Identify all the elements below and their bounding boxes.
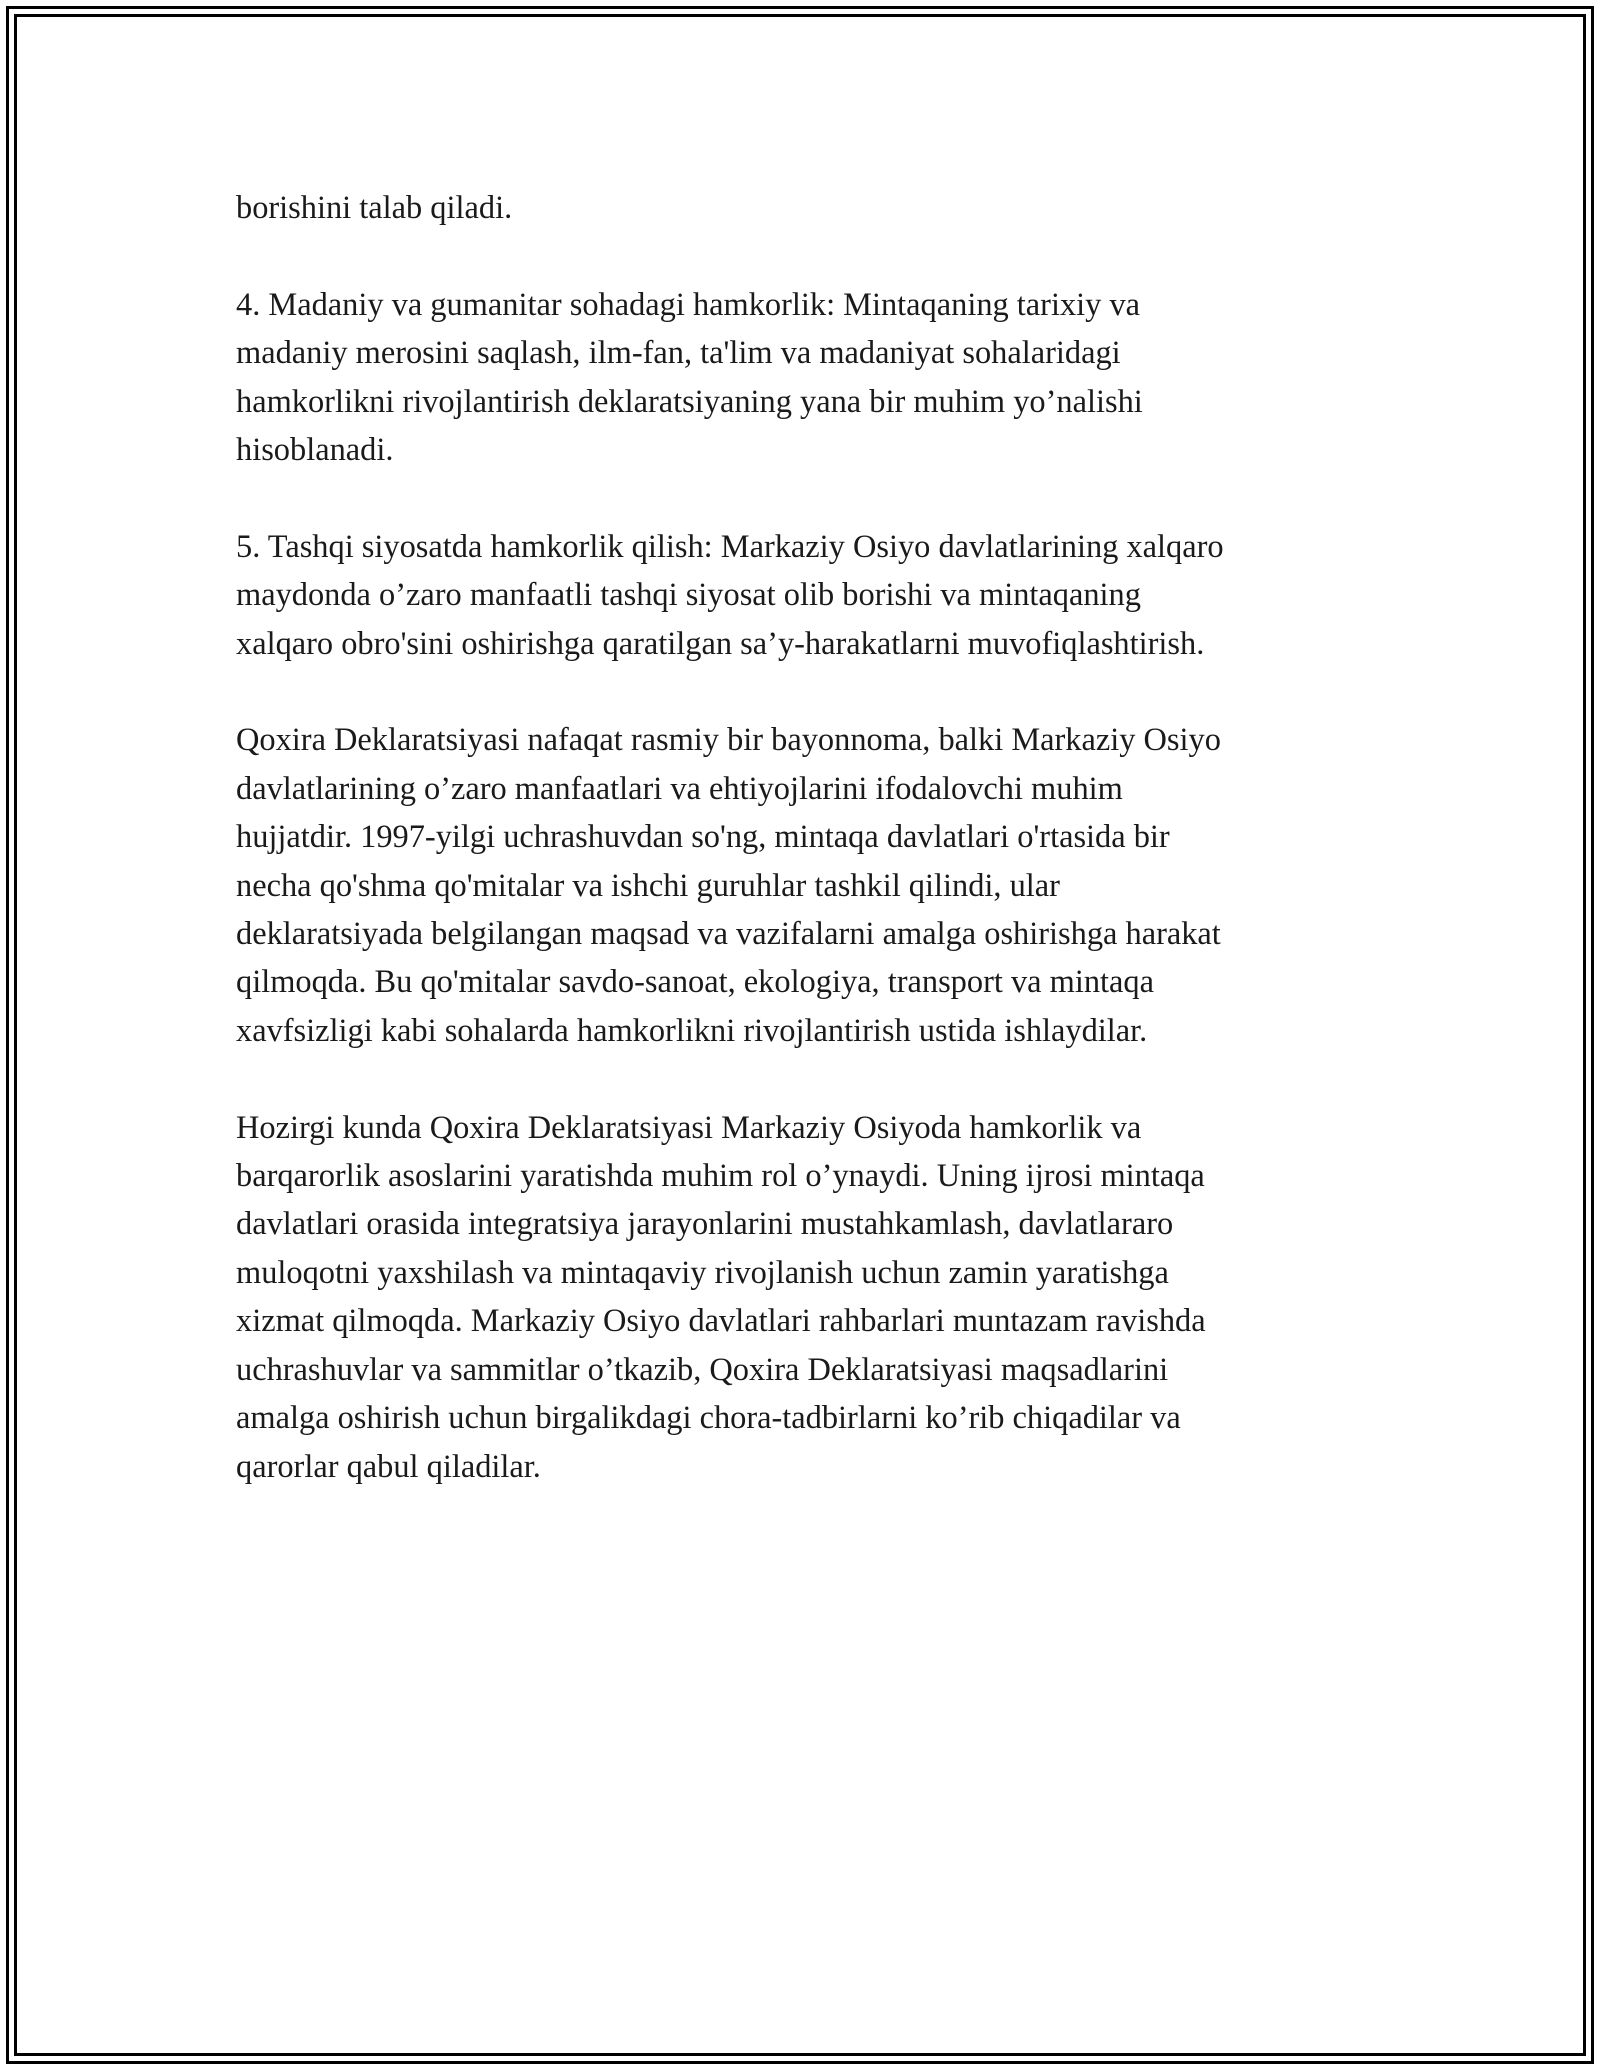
text-line: hisoblanadi. (236, 432, 394, 469)
text-line: 5. Tashqi siyosatda hamkorlik qilish: Markaziy Osiyo davlatlarining xalqaro (236, 528, 1224, 565)
text-line: xizmat qilmoqda. Markaziy Osiyo davlatlari rahbarlari muntazam ravishda (236, 1303, 1206, 1340)
paragraph-declaration-significance (236, 716, 1376, 1055)
text-line: borishini talab qiladi. (236, 190, 513, 226)
text-line: uchrashuvlar va sammitlar o’tkazib, Qoxira Deklaratsiyasi maqsadlarini (236, 1351, 1169, 1388)
paragraph-continuation (236, 184, 1376, 232)
text-line: hamkorlikni rivojlantirish deklaratsiyaning yana bir muhim yo’nalishi (236, 383, 1143, 420)
text-line: hujjatdir. 1997-yilgi uchrashuvdan so'ng, mintaqa davlatlari o'rtasida bir (236, 819, 1170, 856)
paragraph-current-role (236, 1104, 1376, 1491)
paragraph-cultural-cooperation (236, 281, 1376, 475)
text-line: maydonda o’zaro manfaatli tashqi siyosat olib borishi va mintaqaning (236, 577, 1141, 614)
text-line: xalqaro obro'sini oshirishga qaratilgan sa’y-harakatlarni muvofiqlashtirish. (236, 625, 1205, 662)
text-line: muloqotni yaxshilash va mintaqaviy rivojlanish uchun zamin yaratishga (236, 1254, 1169, 1291)
text-line: deklaratsiyada belgilangan maqsad va vazifalarni amalga oshirishga harakat (236, 916, 1221, 953)
text-line: qilmoqda. Bu qo'mitalar savdo-sanoat, ekologiya, transport va mintaqa (236, 964, 1154, 1001)
paragraph-foreign-policy (236, 523, 1376, 668)
text-line: qarorlar qabul qiladilar. (236, 1448, 541, 1485)
document-body (236, 184, 1376, 1539)
text-line: barqarorlik asoslarini yaratishda muhim rol o’ynaydi. Uning ijrosi mintaqa (236, 1158, 1205, 1195)
text-line: davlatlari orasida integratsiya jarayonlarini mustahkamlash, davlatlararo (236, 1206, 1174, 1243)
text-line: xavfsizligi kabi sohalarda hamkorlikni rivojlantirish ustida ishlaydilar. (236, 1012, 1148, 1049)
text-line: 4. Madaniy va gumanitar sohadagi hamkorlik: Mintaqaning tarixiy va (236, 286, 1141, 323)
text-line: Qoxira Deklaratsiyasi nafaqat rasmiy bir bayonnoma, balki Markaziy Osiyo (236, 722, 1221, 759)
text-line: necha qo'shma qo'mitalar va ishchi guruhlar tashkil qilindi, ular (236, 867, 1060, 904)
text-line: madaniy merosini saqlash, ilm-fan, ta'lim va madaniyat sohalaridagi (236, 335, 1121, 372)
text-line: amalga oshirish uchun birgalikdagi chora-tadbirlarni ko’rib chiqadilar va (236, 1400, 1181, 1437)
text-line: Hozirgi kunda Qoxira Deklaratsiyasi Markaziy Osiyoda hamkorlik va (236, 1109, 1142, 1146)
text-line: davlatlarining o’zaro manfaatlari va ehtiyojlarini ifodalovchi muhim (236, 770, 1123, 807)
